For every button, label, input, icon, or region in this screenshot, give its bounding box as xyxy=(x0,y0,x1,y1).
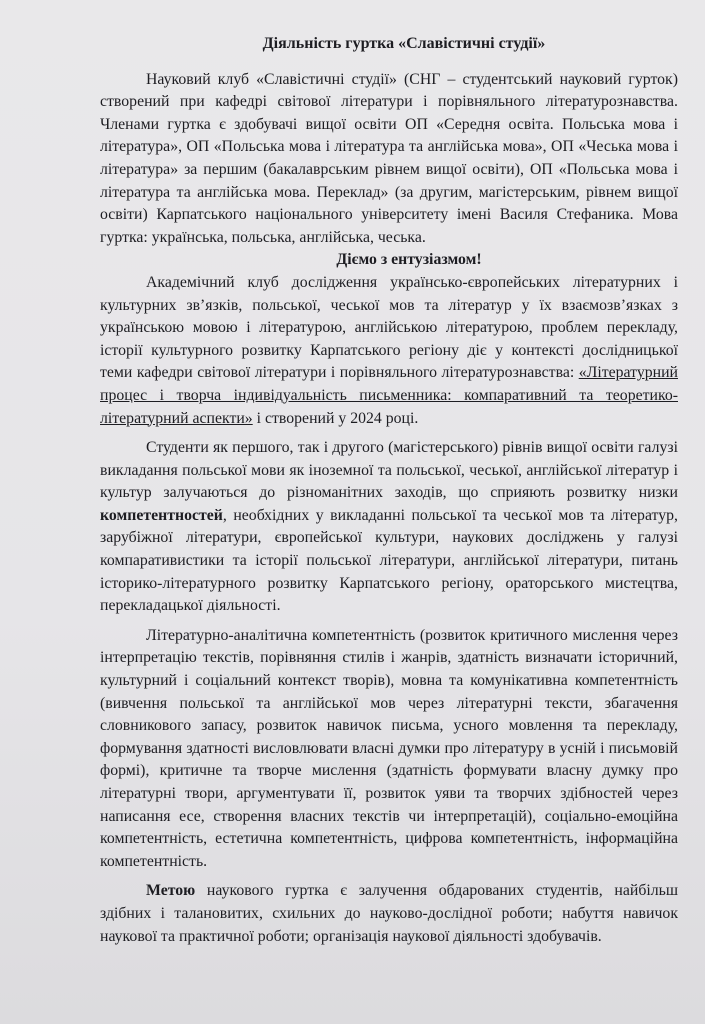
students-text-ending: , необхідних у викладанні польської та чеської мов та літератур, зарубіжної літератури, європейської культури, наукових досліджень у галузі компаративистики та історії польської літератури, англійської літератури, питань історико-літературного розвитку Карпатського регіону, ораторського мистецтва, перекладацької діяльності. xyxy=(100,506,678,615)
document-body xyxy=(100,33,678,948)
students-paragraph xyxy=(100,437,678,618)
club-description-ending: і створений у 2024 році. xyxy=(252,409,419,427)
document-title: Діяльність гуртка «Славістичні студії» xyxy=(262,35,546,52)
goal-paragraph xyxy=(100,880,678,948)
competences-paragraph: Літературно-аналітична компетентність (розвиток критичного мислення через інтерпретацію текстів, порівняння стилів і жанрів, здатність визначати історичний, культурний і соціальний контекст творів), мовна та комунікативна компетентність (вивчення польської та англійської мов через літературні тексти, збагачення словникового запасу, розвиток навичок письма, усного мовлення та перекладу, формування здатності висловлювати власні думки про літературу в усній і письмовій формі), критичне та творче мислення (здатність формувати власну думку про літературні твори, аргументувати її, розвиток уяви та творчих здібностей через написання есе, створення власних текстів чи інтерпретацій), соціально-емоційна компетентність, естетична компетентність, цифрова компетентність, інформаційна компетентність. xyxy=(100,626,678,870)
intro-paragraph: Науковий клуб «Славістичні студії» (СНГ – студентський науковий гурток) створений при кафедрі світової літератури і порівняльного літературознавства. Членами гуртка є здобувачі вищої освіти ОП «Середня освіта. Польська мова і література», ОП «Польська мова і література та англійська мова», ОП «Чеська мова і література» за першим (бакалаврським рівнем вищої освіти), ОП «Польська мова і література та англійська мова. Переклад» (за другим, магістерським, рівнем вищої освіти) Карпатського національного університету імені Василя Стефаника. Мова гуртка: українська, польська, англійська, чеська. xyxy=(100,70,678,246)
competences-emphasis: компетентностей xyxy=(100,506,223,524)
students-text: Студенти як першого, так і другого (магістерського) рівнів вищої освіти галузі викладання польської мови як іноземної та польської, чеської, англійської літератур і культур залучаються до різноманітних заходів, що сприяють розвитку низки xyxy=(100,439,678,502)
research-topic: «Літературний процес і творча індивідуальність письменника: компаративний та теоретико-літературний аспекти» xyxy=(100,364,678,427)
club-description-paragraph xyxy=(100,272,678,430)
goal-text: наукового гуртка є залучення обдарованих студентів, найбільш здібних і талановитих, схильних до науково-дослідної роботи; набуття навичок наукової та практичної роботи; організація наукової діяльності здобувачів. xyxy=(100,882,678,945)
club-description-text: Академічний клуб дослідження українсько-європейських літературних і культурних зв’язків, польської, чеської мов та літератур у їх взаємозв’язках з українською мовою і літературою, англійською літературою, проблем перекладу, історії культурного розвитку Карпатського регіону діє у контексті дослідницької теми кафедри світової літератури і порівняльного літературознавства: xyxy=(100,273,678,382)
goal-label: Метою xyxy=(146,882,196,900)
motto-heading: Діємо з ентузіазмом! xyxy=(336,251,482,269)
